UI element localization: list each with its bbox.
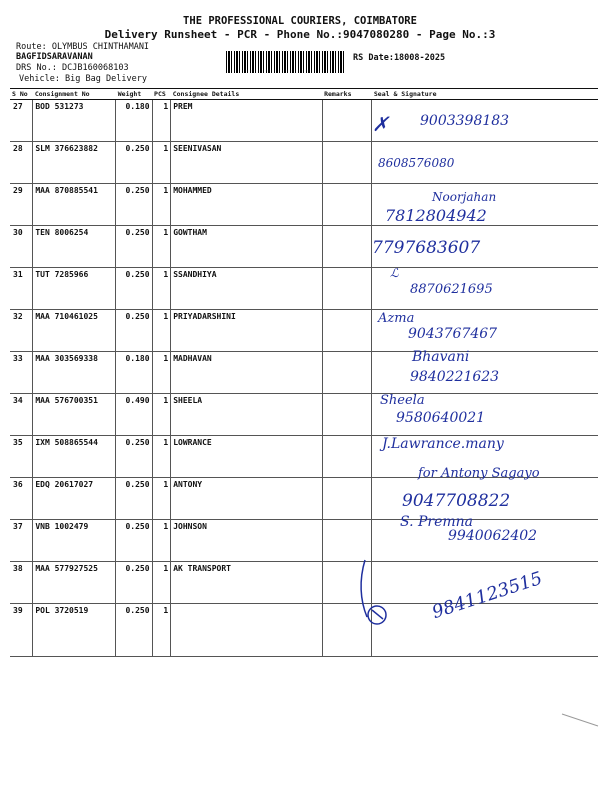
row-consignment: MAA 710461025 [33,310,116,352]
row-weight: 0.180 [116,352,152,394]
row-pcs: 1 [152,562,171,604]
row-pcs: 1 [152,226,171,268]
row-consignment: SLM 376623882 [33,142,116,184]
row-sno: 39 [10,604,33,657]
table-row [10,100,598,142]
signature-34-name: Sheela [380,393,425,408]
row-sno: 31 [10,268,33,310]
row-weight: 0.490 [116,394,152,436]
row-consignee: JOHNSON [171,520,322,562]
row-weight: 0.250 [116,562,152,604]
signature-36-name: for Antony Sagayo [418,466,540,481]
row-remarks [322,310,372,352]
row-remarks [322,226,372,268]
row-consignment: EDQ 20617027 [33,478,116,520]
row-consignee: SSANDHIYA [171,268,322,310]
row-weight: 0.250 [116,436,152,478]
row-consignee: LOWRANCE [171,436,322,478]
signature-32-phone: 9043767467 [408,326,498,342]
signature-mark: ✗ [372,112,389,136]
row-sno: 38 [10,562,33,604]
row-consignee [171,604,322,657]
row-sno: 36 [10,478,33,520]
table-row [10,142,598,184]
row-pcs: 1 [152,436,171,478]
row-consignment: TUT 7285966 [33,268,116,310]
row-consignment: TEN 8006254 [33,226,116,268]
row-consignment: MAA 576700351 [33,394,116,436]
table-body [10,100,598,657]
row-remarks [322,436,372,478]
row-consignment: MAA 303569338 [33,352,116,394]
signature-34-phone: 9580640021 [396,410,486,426]
col-consignee: Consignee Details [171,89,322,100]
signature-38: 9841123515 [429,567,545,624]
signature-39-mark [355,555,395,630]
row-weight: 0.250 [116,478,152,520]
row-pcs: 1 [152,520,171,562]
col-weight: Weight [116,89,152,100]
row-consignment: POL 3720519 [33,604,116,657]
row-sno: 30 [10,226,33,268]
row-remarks [322,478,372,520]
drs-number: DRS No.: DCJB160068103 [16,63,129,73]
row-remarks [322,268,372,310]
row-consignee: MOHAMMED [171,184,322,226]
row-consignee: MADHAVAN [171,352,322,394]
row-pcs: 1 [152,100,171,142]
table-row [10,226,598,268]
drs-barcode [226,51,346,73]
row-weight: 0.250 [116,310,152,352]
table-row [10,352,598,394]
row-sno: 33 [10,352,33,394]
company-title: THE PROFESSIONAL COURIERS, COIMBATORE [183,15,417,27]
row-sno: 32 [10,310,33,352]
signature-37-name: S. Premna [400,514,474,530]
row-consignee: GOWTHAM [171,226,322,268]
table-header-row [10,89,598,100]
row-consignment: VNB 1002479 [33,520,116,562]
route-label: Route: OLYMBUS CHINTHAMANI [16,42,150,52]
row-sno: 29 [10,184,33,226]
row-consignee: ANTONY [171,478,322,520]
col-pcs: PCS [152,89,171,100]
table-row [10,184,598,226]
signature-30: 7797683607 [372,238,481,258]
row-remarks [322,184,372,226]
row-weight: 0.250 [116,142,152,184]
signature-29-name: Noorjahan [432,190,497,204]
vehicle-label: Vehicle: Big Bag Delivery [19,74,147,84]
row-pcs: 1 [152,142,171,184]
row-consignee: SHEELA [171,394,322,436]
row-seal-signature [372,604,598,657]
signature-31: 8870621695 [410,282,493,297]
row-weight: 0.250 [116,226,152,268]
signature-33-phone: 9840221623 [410,369,500,385]
rs-date: RS Date:18008-2025 [353,53,446,63]
col-remarks: Remarks [322,89,372,100]
row-pcs: 1 [152,184,171,226]
table-row [10,604,598,657]
row-sno: 27 [10,100,33,142]
signature-28: 8608576080 [378,156,455,170]
runsheet-subtitle: Delivery Runsheet - PCR - Phone No.:9047080280 - Page No.:3 [104,28,496,41]
row-weight: 0.180 [116,100,152,142]
row-consignee: SEENIVASAN [171,142,322,184]
row-pcs: 1 [152,478,171,520]
signature-29-phone: 7812804942 [385,206,487,225]
row-consignee: AK TRANSPORT [171,562,322,604]
signature-35: J.Lawrance.many [382,436,504,452]
row-consignment: IXM 508865544 [33,436,116,478]
row-remarks [322,394,372,436]
row-sno: 37 [10,520,33,562]
signature-37-phone: 9940062402 [448,528,538,544]
row-consignment: BOD 531273 [33,100,116,142]
row-consignee: PREM [171,100,322,142]
row-remarks [322,352,372,394]
row-weight: 0.250 [116,604,152,657]
row-pcs: 1 [152,394,171,436]
row-consignment: MAA 870885541 [33,184,116,226]
staff-name: BAGFIDSARAVANAN [16,52,93,62]
col-sno: S No [10,89,33,100]
row-sno: 35 [10,436,33,478]
table-row [10,310,598,352]
runsheet-table [10,88,598,657]
row-weight: 0.250 [116,520,152,562]
table-row [10,268,598,310]
row-remarks [322,142,372,184]
signature-27: 9003398183 [420,113,510,129]
row-weight: 0.250 [116,184,152,226]
row-pcs: 1 [152,268,171,310]
row-weight: 0.250 [116,268,152,310]
paper-crease [560,710,600,730]
signature-31-mark: ℒ [390,266,399,280]
row-sno: 28 [10,142,33,184]
row-consignment: MAA 577927525 [33,562,116,604]
row-sno: 34 [10,394,33,436]
row-pcs: 1 [152,604,171,657]
signature-32-name: Azma [378,311,415,326]
signature-33-name: Bhavani [412,349,470,365]
col-seal-signature: Seal & Signature [372,89,598,100]
row-pcs: 1 [152,310,171,352]
row-consignee: PRIYADARSHINI [171,310,322,352]
signature-36-phone: 9047708822 [402,491,511,511]
table-row [10,394,598,436]
col-consignment: Consignment No [33,89,116,100]
row-pcs: 1 [152,352,171,394]
row-remarks [322,100,372,142]
